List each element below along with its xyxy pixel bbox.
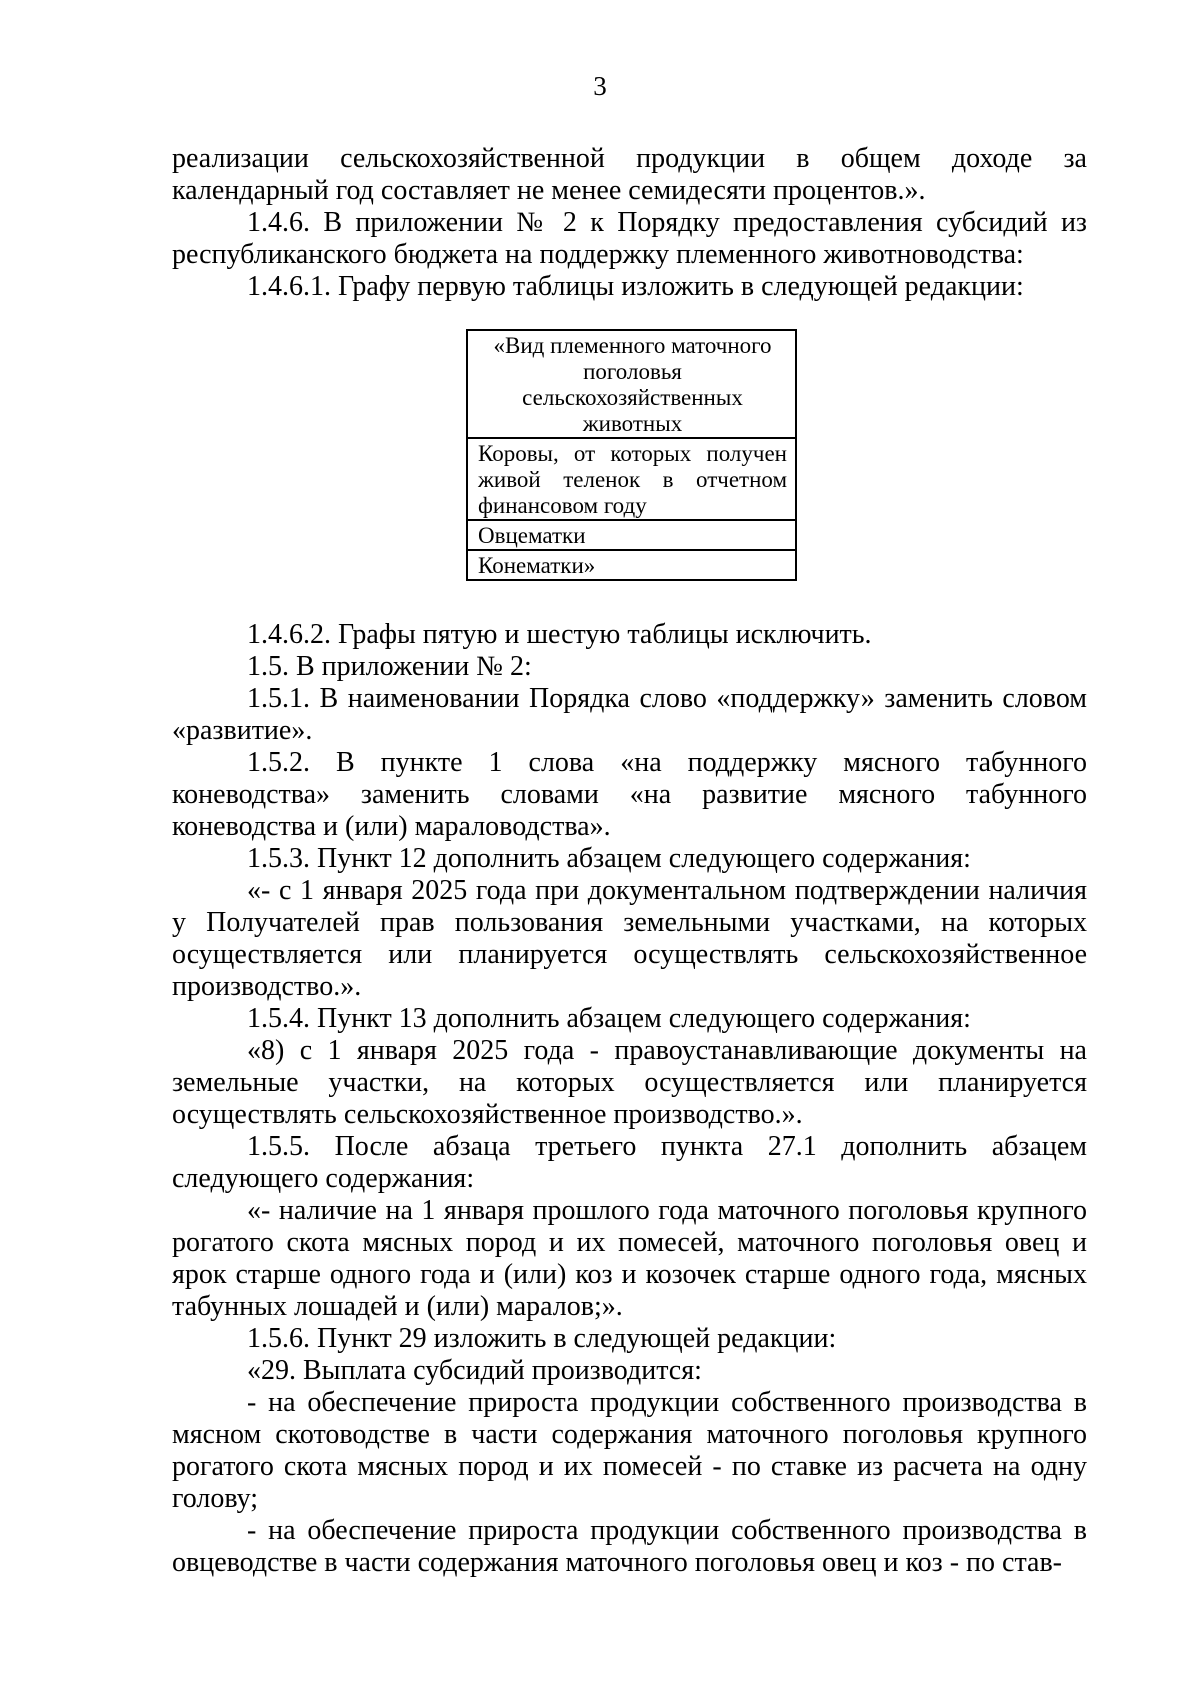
table-container [172,329,1087,593]
document-body [172,143,1087,1579]
table-cell: Овцематки [467,520,796,550]
paragraph: 1.5.3. Пункт 12 дополнить абзацем следующего содержания: [247,843,971,874]
table-header-row [467,330,796,438]
paragraph: 1.5. В приложении № 2: [247,651,532,682]
table-cell: Конематки» [467,550,796,580]
paragraph: 1.4.6.2. Графы пятую и шестую таблицы исключить. [247,619,872,650]
paragraph: 1.4.6. В приложении № 2 к Порядку предоставления субсидий из республиканского бюджета на поддержку племенного животноводства: [172,207,1087,270]
table-header-cell: «Вид племенного маточного поголовья сельскохозяйственных животных [467,330,796,438]
page-number: 3 [593,71,607,101]
paragraph: 1.4.6.1. Графу первую таблицы изложить в следующей редакции: [247,271,1024,302]
paragraph: 1.5.5. После абзаца третьего пункта 27.1 дополнить абзацем следующего содержания: [172,1131,1087,1194]
quoted-paragraph: «8) с 1 января 2025 года - правоустанавливающие документы на земельные участки, на которых осуществляется или планируется осуществлять сельскохозяйственное производство.». [172,1035,1087,1130]
paragraph: 1.5.1. В наименовании Порядка слово «поддержку» заменить словом «развитие». [172,683,1087,746]
list-item: - на обеспечение прироста продукции собственного производства в овцеводстве в части содержания маточного поголовья овец и коз - по став- [172,1515,1087,1578]
table-row [467,550,796,580]
paragraph: реализации сельскохозяйственной продукции в общем доходе за календарный год составляет не менее семидесяти процентов.». [172,143,1087,206]
paragraph: 1.5.6. Пункт 29 изложить в следующей редакции: [247,1323,837,1354]
quoted-paragraph: «29. Выплата субсидий производится: [247,1355,702,1386]
quoted-paragraph: «- наличие на 1 января прошлого года маточного поголовья крупного рогатого скота мясных пород и их помесей, маточного поголовья овец и ярок старше одного года и (или) коз и козочек старше одного года, мясных табунных лошадей и (или) маралов;». [172,1195,1087,1322]
quoted-paragraph: «- с 1 января 2025 года при документальном подтверждении наличия у Получателей прав пользования земельными участками, на которых осуществляется или планируется осуществлять сельскохозяйственное производство.». [172,875,1087,1002]
table-cell: Коровы, от которых получен живой теленок в отчетном финансовом году [467,438,796,520]
table-row [467,520,796,550]
paragraph: 1.5.2. В пункте 1 слова «на поддержку мясного табунного коневодства» заменить словами «на развитие мясного табунного коневодства и (или) мараловодства». [172,747,1087,842]
paragraph: 1.5.4. Пункт 13 дополнить абзацем следующего содержания: [247,1003,971,1034]
table-row [467,438,796,520]
livestock-type-table [466,329,797,581]
list-item: - на обеспечение прироста продукции собственного производства в мясном скотоводстве в части содержания маточного поголовья крупного рогатого скота мясных пород и их помесей - по ставке из расчета на одну голову; [172,1387,1087,1514]
